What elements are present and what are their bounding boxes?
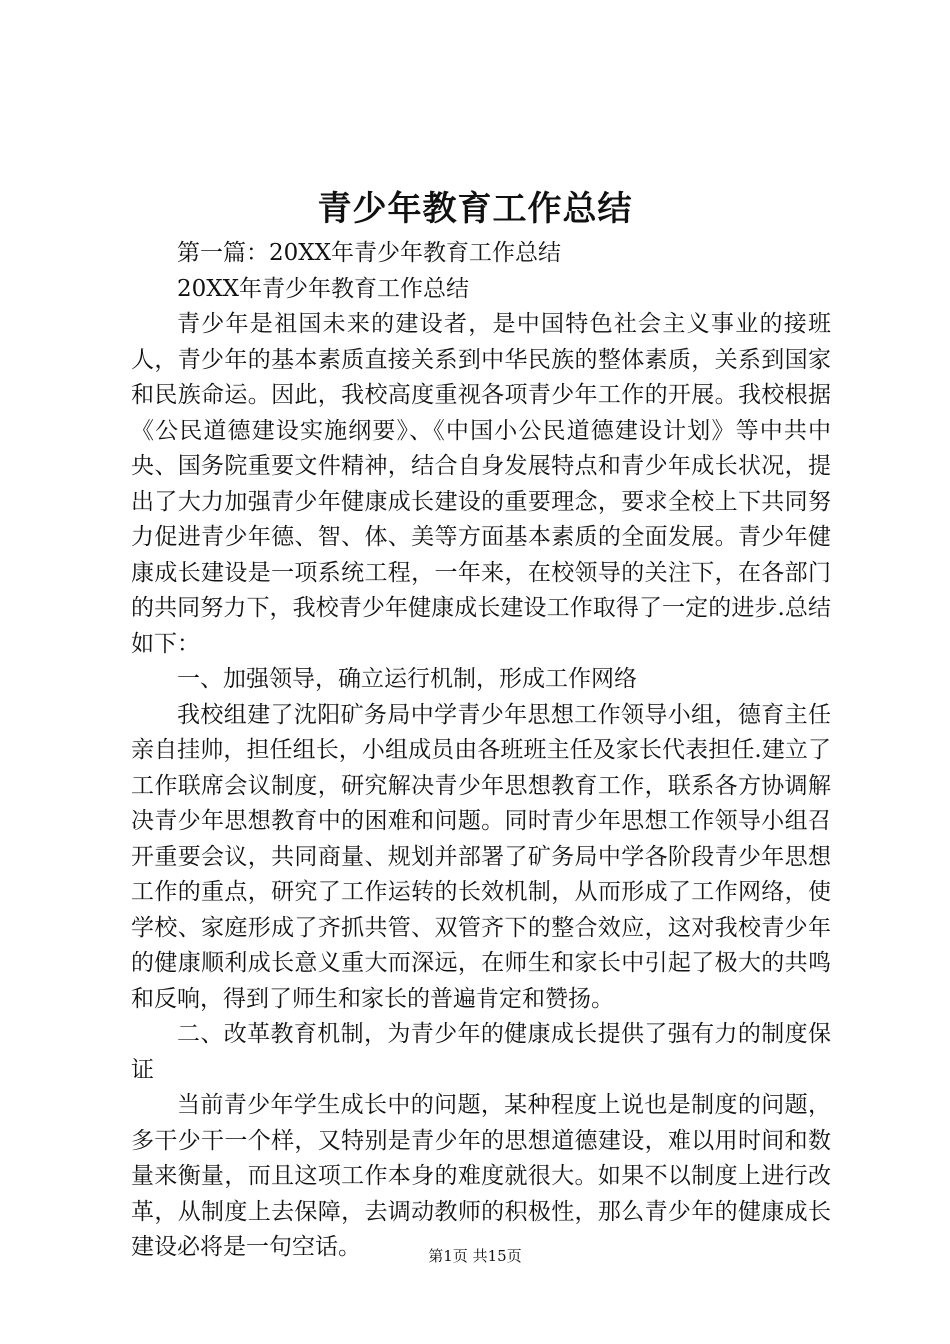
section-heading-2: 二、改革教育机制，为青少年的健康成长提供了强有力的制度保证 <box>131 1021 831 1083</box>
section-heading-1: 一、加强领导，确立运行机制，形成工作网络 <box>177 666 637 692</box>
document-body <box>131 236 831 1266</box>
document-title: 青少年教育工作总结 <box>317 189 633 229</box>
paragraph-section-1: 我校组建了沈阳矿务局中学青少年思想工作领导小组，德育主任亲自挂帅，担任组长，小组成员由各班班主任及家长代表担任.建立了工作联席会议制度，研究解决青少年思想教育工作，联系各方协调解决青少年思想教育中的困难和问题。同时青少年思想工作领导小组召开重要会议，共同商量、规划并部署了矿务局中学各阶段青少年思想工作的重点，研究了工作运转的长效机制，从而形成了工作网络，使学校、家庭形成了齐抓共管、双管齐下的整合效应，这对我校青少年的健康顺利成长意义重大而深远，在师生和家长中引起了极大的共鸣和反响，得到了师生和家长的普遍肯定和赞扬。 <box>131 701 831 1012</box>
paragraph-subtitle: 20XX年青少年教育工作总结 <box>177 275 470 302</box>
paragraph-intro: 青少年是祖国未来的建设者，是中国特色社会主义事业的接班人，青少年的基本素质直接关系到中华民族的整体素质，关系到国家和民族命运。因此，我校高度重视各项青少年工作的开展。我校根据《公民道德建设实施纲要》、《中国小公民道德建设计划》等中共中央、国务院重要文件精神，结合自身发展特点和青少年成长状况，提出了大力加强青少年健康成长建设的重要理念，要求全校上下共同努力促进青少年德、智、体、美等方面基本素质的全面发展。青少年健康成长建设是一项系统工程，一年来，在校领导的关注下，在各部门的共同努力下，我校青少年健康成长建设工作取得了一定的进步.总结如下： <box>131 311 831 657</box>
paragraph-section-2: 当前青少年学生成长中的问题，某种程度上说也是制度的问题，多干少干一个样，又特别是青少年的思想道德建设，难以用时间和数量来衡量，而且这项工作本身的难度就很大。如果不以制度上进行改革，从制度上去保障，去调动教师的积极性，那么青少年的健康成长建设必将是一句空话。 <box>131 1092 831 1260</box>
page-footer: 第1页 共15页 <box>428 1247 522 1265</box>
paragraph-chapter-heading: 第一篇：20XX年青少年教育工作总结 <box>177 240 562 266</box>
